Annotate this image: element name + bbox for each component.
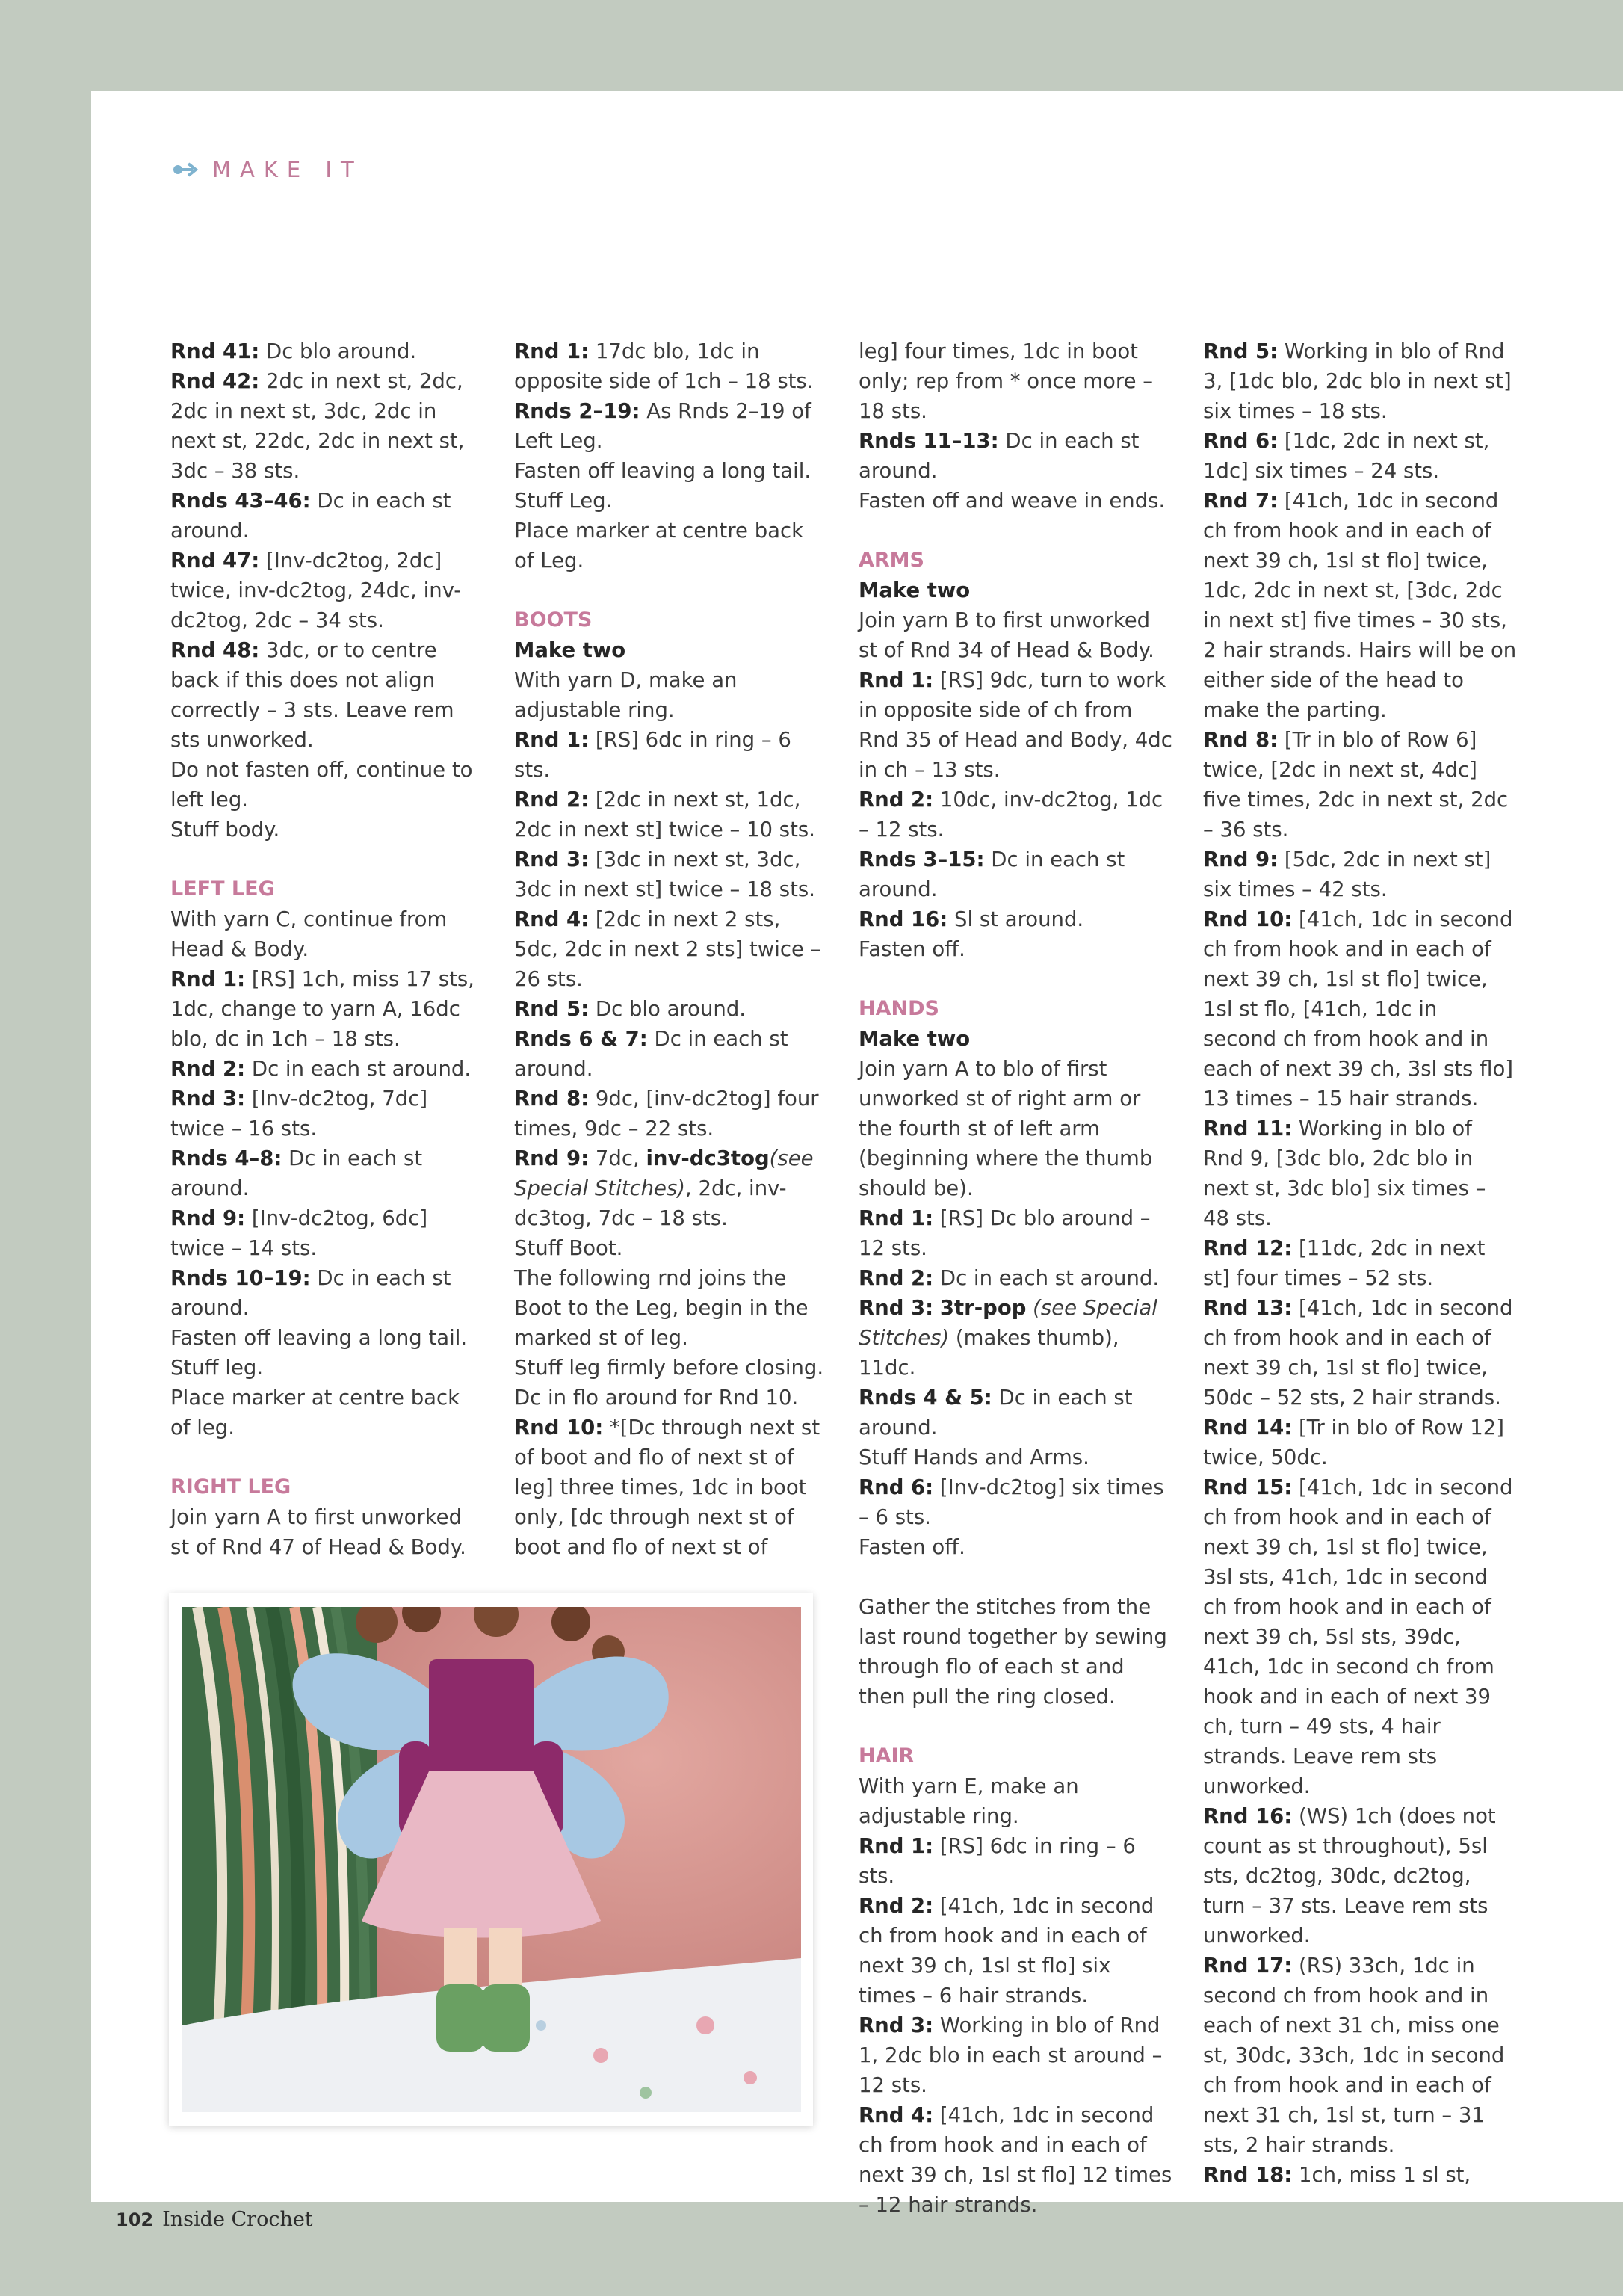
- instruction-text: [41ch, 1dc in second ch from hook and in each of next 39 ch, 1sl st flo] twice, 1sl st flo, [41ch, 1dc in second ch from hook and in each of next 39 ch, 3sl sts flo] 13 times – 15 hair strands.: [1203, 907, 1513, 1111]
- footer: [116, 2208, 313, 2231]
- instruction-text: [11dc, 2dc in next st] four times – 52 sts.: [1203, 1236, 1486, 1290]
- pattern-line: [1203, 426, 1517, 486]
- instruction-text: *[Dc through next st of boot and flo of next st of leg] three times, 1dc in boot only, [dc through next st of boot and flo of next st of: [514, 1416, 820, 1559]
- pattern-line: [170, 1502, 484, 1562]
- instruction-text: Stuff body.: [170, 818, 280, 842]
- pattern-line: [170, 1203, 484, 1263]
- pattern-line: [859, 1293, 1172, 1383]
- section-heading: HAIR: [859, 1744, 915, 1768]
- pattern-line: [859, 665, 1172, 785]
- round-label: Rnd 1:: [859, 1834, 934, 1858]
- pattern-line: [859, 1054, 1172, 1203]
- instruction-text: Working in blo of Rnd 3, [1dc blo, 2dc blo in next st] six times – 18 sts.: [1203, 339, 1512, 423]
- instruction-text: [RS] 6dc in ring – 6 sts.: [859, 1834, 1136, 1888]
- spacer: [170, 845, 484, 874]
- instruction-text: The following rnd joins the Boot to the Leg, begin in the marked st of leg.: [514, 1266, 809, 1350]
- pattern-line: [859, 2010, 1172, 2100]
- instruction-text: [933, 1296, 940, 1320]
- text-column-4: [1203, 336, 1517, 2190]
- instruction-text: With yarn D, make an adjustable ring.: [514, 668, 738, 722]
- instruction-text: Dc in each st around.: [933, 1266, 1160, 1290]
- instruction-text: Dc in each st around.: [859, 429, 1140, 483]
- round-label: Rnds 2–19:: [514, 399, 640, 423]
- note-text: (see Special Stitches): [859, 1296, 1157, 1350]
- pattern-line: [859, 785, 1172, 845]
- instruction-text: Fasten off.: [859, 1535, 965, 1559]
- pattern-line: [859, 1532, 1172, 1562]
- round-label: Rnd 7:: [1203, 489, 1279, 513]
- round-label: Rnd 1:: [170, 967, 246, 991]
- round-label: Rnd 48:: [170, 638, 260, 662]
- pattern-line: [859, 904, 1172, 934]
- instruction-text: [3dc in next st, 3dc, 3dc in next st] twice – 18 sts.: [514, 848, 815, 901]
- round-label: Rnd 3:: [859, 1296, 934, 1320]
- instruction-text: [41ch, 1dc in second ch from hook and in each of next 39 ch, 1sl st flo] twice, 50dc – 52 sts, 2 hair strands.: [1203, 1296, 1513, 1410]
- instruction-text: 2dc in next st, 2dc, 2dc in next st, 3dc, 2dc in next st, 22dc, 2dc in next st, 3dc – 38 sts.: [170, 369, 465, 483]
- round-label: Rnd 6:: [859, 1475, 934, 1499]
- pattern-line: [514, 904, 828, 994]
- round-label: Rnd 18:: [1203, 2163, 1293, 2187]
- round-label: Rnd 4:: [514, 907, 590, 931]
- instruction-text: Working in blo of Rnd 9, [3dc blo, 2dc blo in next st, 3dc blo] six times – 48 sts.: [1203, 1117, 1486, 1230]
- spacer: [170, 1442, 484, 1472]
- pattern-line: [1203, 1233, 1517, 1293]
- round-label: Rnd 4:: [859, 2103, 934, 2127]
- instruction-text: [RS] 6dc in ring – 6 sts.: [514, 728, 791, 782]
- pattern-line: [859, 1203, 1172, 1263]
- section-heading: HANDS: [859, 997, 939, 1020]
- pattern-line: [859, 1891, 1172, 2010]
- magazine-title: Inside Crochet: [162, 2208, 313, 2231]
- instruction-text: , 2dc, inv-dc3tog, 7dc – 18 sts.: [514, 1176, 787, 1230]
- round-label: Rnd 3:: [170, 1087, 246, 1111]
- instruction-text: 3dc, or to centre back if this does not align correctly – 3 sts. Leave rem sts unworked.: [170, 638, 454, 752]
- pattern-line: [1203, 1472, 1517, 1801]
- round-label: Rnd 1:: [859, 668, 934, 692]
- instruction-text: leg] four times, 1dc in boot only; rep from * once more – 18 sts.: [859, 339, 1153, 423]
- round-label: Rnds 11–13:: [859, 429, 999, 453]
- text-column-2: [514, 336, 828, 1562]
- round-label: Rnd 2:: [514, 788, 590, 812]
- round-label: Rnd 14:: [1203, 1416, 1293, 1439]
- pattern-line: [1203, 1293, 1517, 1413]
- section-heading: ARMS: [859, 549, 925, 572]
- instruction-text: Dc in each st around.: [245, 1057, 472, 1081]
- pattern-line: [859, 336, 1172, 426]
- pattern-line: [1203, 1951, 1517, 2160]
- section-heading: RIGHT LEG: [170, 1475, 291, 1499]
- instruction-text: [Inv-dc2tog, 6dc] twice – 14 sts.: [170, 1206, 428, 1260]
- round-label: Rnds 10–19:: [170, 1266, 311, 1290]
- pattern-line: [514, 1413, 828, 1562]
- instruction-text: Gather the stitches from the last round together by sewing through flo of each st and then pull the ring closed.: [859, 1595, 1167, 1709]
- pattern-line: [514, 665, 828, 725]
- pattern-line: [170, 755, 484, 815]
- round-label: Rnd 16:: [859, 907, 948, 931]
- round-label: Rnds 43–46:: [170, 489, 311, 513]
- pattern-line: [514, 635, 828, 665]
- instruction-text: [41ch, 1dc in second ch from hook and in each of next 39 ch, 1sl st flo] twice, 3sl sts, 41ch, 1dc in second ch from hook and in each of next 39 ch, 5sl sts, 39dc, 41ch, 1dc in second ch from hook and in each of next 39 ch, turn – 49 sts, 4 hair strands. Leave rem sts unworked.: [1203, 1475, 1513, 1798]
- instruction-text: Fasten off.: [859, 937, 965, 961]
- section-heading: BOOTS: [514, 608, 593, 632]
- instruction-text: Dc in each st around.: [859, 848, 1125, 901]
- instruction-text: [RS] 1ch, miss 17 sts, 1dc, change to yarn A, 16dc blo, dc in 1ch – 18 sts.: [170, 967, 474, 1051]
- pattern-line: [514, 785, 828, 845]
- photo-frame: [169, 1593, 813, 2126]
- round-label: 3tr-pop: [939, 1296, 1027, 1320]
- round-label: Rnd 11:: [1203, 1117, 1293, 1141]
- instruction-text: Stuff Leg.: [514, 489, 613, 513]
- text-column-3: [859, 336, 1172, 2220]
- round-label: Rnd 1:: [859, 1206, 934, 1230]
- instruction-text: Do not fasten off, continue to left leg.: [170, 758, 473, 812]
- round-label: Rnd 9:: [514, 1147, 590, 1170]
- pattern-line: [1203, 336, 1517, 426]
- round-label: Make two: [859, 578, 971, 602]
- spacer: [859, 1712, 1172, 1741]
- pattern-line: [1203, 845, 1517, 904]
- round-label: Rnds 4–8:: [170, 1147, 282, 1170]
- instruction-text: [Tr in blo of Row 6] twice, [2dc in next st, 4dc] five times, 2dc in next st, 2dc – 36 sts.: [1203, 728, 1509, 842]
- instruction-text: [1dc, 2dc in next st, 1dc] six times – 24 sts.: [1203, 429, 1490, 483]
- instruction-text: [RS] 9dc, turn to work in opposite side of ch from Rnd 35 of Head and Body, 4dc in ch – 13 sts.: [859, 668, 1172, 782]
- instruction-text: Fasten off leaving a long tail.: [514, 459, 812, 483]
- round-label: Rnds 4 & 5:: [859, 1386, 992, 1410]
- pattern-line: [170, 635, 484, 755]
- pattern-line: [514, 1263, 828, 1353]
- spacer: [859, 964, 1172, 994]
- instruction-text: Dc blo around.: [259, 339, 417, 363]
- pattern-line: [514, 396, 828, 456]
- pattern-line: [514, 516, 828, 575]
- instruction-text: Dc in each st around.: [170, 489, 451, 543]
- round-label: Rnd 3:: [859, 2013, 934, 2037]
- round-label: Make two: [859, 1027, 971, 1051]
- instruction-text: Place marker at centre back of Leg.: [514, 519, 804, 573]
- round-label: Rnd 42:: [170, 369, 260, 393]
- pattern-line: [170, 1323, 484, 1353]
- pattern-line: [170, 366, 484, 486]
- round-label: Rnd 8:: [514, 1087, 590, 1111]
- instruction-text: [Tr in blo of Row 12] twice, 50dc.: [1203, 1416, 1504, 1469]
- round-label: Rnd 17:: [1203, 1954, 1293, 1978]
- instruction-text: Dc in each st around.: [859, 1386, 1133, 1439]
- round-label: Rnd 16:: [1203, 1804, 1293, 1828]
- pattern-line: [514, 1084, 828, 1144]
- pattern-line: [170, 964, 484, 1054]
- round-label: Rnd 2:: [170, 1057, 246, 1081]
- instruction-text: [5dc, 2dc in next st] six times – 42 sts.: [1203, 848, 1491, 901]
- pattern-line: [514, 725, 828, 785]
- instruction-text: With yarn E, make an adjustable ring.: [859, 1774, 1079, 1828]
- round-label: Rnd 2:: [859, 1266, 934, 1290]
- pattern-line: [170, 815, 484, 845]
- instruction-text: [2dc in next st, 1dc, 2dc in next st] twice – 10 sts.: [514, 788, 815, 842]
- instruction-text: (WS) 1ch (does not count as st throughout), 5sl sts, dc2tog, 30dc, dc2tog, turn – 37 sts. Leave rem sts unworked.: [1203, 1804, 1496, 1948]
- instruction-text: 1ch, miss 1 sl st,: [1292, 2163, 1471, 2187]
- instruction-text: Join yarn A to first unworked st of Rnd 47 of Head & Body.: [170, 1505, 466, 1559]
- page: [91, 91, 1623, 2217]
- round-label: Rnd 8:: [1203, 728, 1279, 752]
- page-number: 102: [116, 2209, 154, 2230]
- pattern-line: [170, 1353, 484, 1383]
- pattern-line: [1203, 486, 1517, 725]
- pattern-line: [170, 1084, 484, 1144]
- pattern-line: [170, 904, 484, 964]
- instruction-text: (RS) 33ch, 1dc in second ch from hook and in each of next 31 ch, miss one st, 30dc, 33ch, 1dc in second ch from hook and in each of next 31 ch, 1sl st, turn – 31 sts, 2 hair strands.: [1203, 1954, 1505, 2157]
- pattern-line: [1203, 1801, 1517, 1951]
- pattern-line: [859, 1024, 1172, 1054]
- instruction-text: Join yarn A to blo of first unworked st of right arm or the fourth st of left arm (beginning where the thumb should be).: [859, 1057, 1153, 1200]
- pattern-line: [170, 336, 484, 366]
- instruction-text: As Rnds 2–19 of Left Leg.: [514, 399, 812, 453]
- round-label: Rnd 5:: [514, 997, 590, 1021]
- pattern-line: [514, 1024, 828, 1084]
- instruction-text: 7dc,: [589, 1147, 646, 1170]
- pattern-line: [859, 575, 1172, 605]
- instruction-text: [RS] Dc blo around – 12 sts.: [859, 1206, 1151, 1260]
- pattern-line: [1203, 904, 1517, 1114]
- instruction-text: Stuff Boot.: [514, 1236, 623, 1260]
- instruction-text: 10dc, inv-dc2tog, 1dc – 12 sts.: [859, 788, 1163, 842]
- instruction-text: With yarn C, continue from Head & Body.: [170, 907, 448, 961]
- pattern-line: [859, 1831, 1172, 1891]
- pattern-line: [859, 1472, 1172, 1532]
- round-label: Rnd 1:: [514, 728, 590, 752]
- pattern-line: [1203, 1413, 1517, 1472]
- pattern-line: [170, 1383, 484, 1442]
- instruction-text: [2dc in next 2 sts, 5dc, 2dc in next 2 sts] twice – 26 sts.: [514, 907, 821, 991]
- pattern-line: [859, 1771, 1172, 1831]
- round-label: Rnd 9:: [1203, 848, 1279, 871]
- instruction-text: [Inv-dc2tog, 2dc] twice, inv-dc2tog, 24dc, inv-dc2tog, 2dc – 34 sts.: [170, 549, 462, 632]
- round-label: Rnd 1:: [514, 339, 590, 363]
- pattern-line: [170, 546, 484, 635]
- pattern-line: [170, 1054, 484, 1084]
- round-label: Rnd 12:: [1203, 1236, 1293, 1260]
- instruction-text: Sl st around.: [947, 907, 1084, 931]
- instruction-text: Dc in each st around.: [170, 1266, 451, 1320]
- pattern-line: [859, 934, 1172, 964]
- instruction-text: [41ch, 1dc in second ch from hook and in each of next 39 ch, 1sl st flo] 12 times – 12 hair strands.: [859, 2103, 1172, 2217]
- pattern-line: [859, 1263, 1172, 1293]
- instruction-text: [41ch, 1dc in second ch from hook and in each of next 39 ch, 1sl st flo] twice, 1dc, 2dc in next st, [3dc, 2dc in next st] five times – 30 sts, 2 hair strands. Hairs will be on either side of the head to make the parting.: [1203, 489, 1517, 722]
- pattern-line: [859, 1592, 1172, 1712]
- instruction-text: [Inv-dc2tog] six times – 6 sts.: [859, 1475, 1164, 1529]
- pattern-line: [1203, 2160, 1517, 2190]
- round-label: Rnd 15:: [1203, 1475, 1293, 1499]
- doll-photo: [182, 1607, 801, 2112]
- pattern-line: [514, 486, 828, 516]
- instruction-text: Dc in each st around.: [170, 1147, 423, 1200]
- pattern-line: [514, 1353, 828, 1413]
- arrow-icon: [172, 161, 200, 178]
- round-label: Rnd 2:: [859, 1894, 934, 1918]
- instruction-text: Stuff Hands and Arms.: [859, 1445, 1089, 1469]
- round-label: Rnd 10:: [514, 1416, 604, 1439]
- round-label: Rnd 6:: [1203, 429, 1279, 453]
- instruction-text: Fasten off and weave in ends.: [859, 489, 1166, 513]
- pattern-line: [859, 1383, 1172, 1442]
- pattern-line: [170, 486, 484, 546]
- pattern-line: [514, 456, 828, 486]
- round-label: Rnd 10:: [1203, 907, 1293, 931]
- instruction-text: Dc blo around.: [589, 997, 746, 1021]
- spacer: [859, 516, 1172, 546]
- pattern-line: [859, 1442, 1172, 1472]
- round-label: Rnds 3–15:: [859, 848, 985, 871]
- instruction-text: 9dc, [inv-dc2tog] four times, 9dc – 22 sts.: [514, 1087, 819, 1141]
- pattern-line: [170, 1144, 484, 1203]
- round-label: Rnd 5:: [1203, 339, 1279, 363]
- instruction-text: Join yarn B to first unworked st of Rnd 34 of Head & Body.: [859, 608, 1154, 662]
- pattern-line: [1203, 725, 1517, 845]
- spacer: [514, 575, 828, 605]
- instruction-text: Stuff leg.: [170, 1356, 264, 1380]
- instruction-text: (makes thumb), 11dc.: [859, 1326, 1119, 1380]
- pattern-line: [514, 336, 828, 396]
- instruction-text: [41ch, 1dc in second ch from hook and in each of next 39 ch, 1sl st flo] six times – 6 hair strands.: [859, 1894, 1154, 2008]
- pattern-line: [859, 605, 1172, 665]
- instruction-text: [Inv-dc2tog, 7dc] twice – 16 sts.: [170, 1087, 428, 1141]
- pattern-line: [514, 1233, 828, 1263]
- instruction-text: Stuff leg firmly before closing. Dc in flo around for Rnd 10.: [514, 1356, 824, 1410]
- pattern-line: [514, 1144, 828, 1233]
- instruction-text: Dc in each st around.: [514, 1027, 788, 1081]
- round-label: Make two: [514, 638, 626, 662]
- section-heading: LEFT LEG: [170, 877, 275, 901]
- instruction-text: Place marker at centre back of leg.: [170, 1386, 460, 1439]
- round-label: inv-dc3tog: [646, 1147, 770, 1170]
- section-tag: [172, 157, 363, 182]
- pattern-line: [1203, 1114, 1517, 1233]
- round-label: Rnd 2:: [859, 788, 934, 812]
- text-column-1: [170, 336, 484, 1562]
- pattern-line: [859, 845, 1172, 904]
- pattern-line: [859, 426, 1172, 486]
- pattern-line: [859, 2100, 1172, 2220]
- round-label: Rnd 13:: [1203, 1296, 1293, 1320]
- round-label: Rnd 3:: [514, 848, 590, 871]
- pattern-line: [859, 486, 1172, 516]
- section-label: MAKE IT: [212, 157, 363, 182]
- instruction-text: 17dc blo, 1dc in opposite side of 1ch – 18 sts.: [514, 339, 814, 393]
- pattern-line: [514, 845, 828, 904]
- instruction-text: Working in blo of Rnd 1, 2dc blo in each st around – 12 sts.: [859, 2013, 1163, 2097]
- round-label: Rnds 6 & 7:: [514, 1027, 648, 1051]
- round-label: Rnd 9:: [170, 1206, 246, 1230]
- pattern-line: [514, 994, 828, 1024]
- round-label: Rnd 41:: [170, 339, 260, 363]
- note-text: (see Special Stitches): [514, 1147, 814, 1200]
- pattern-line: [170, 1263, 484, 1323]
- instruction-text: Fasten off leaving a long tail.: [170, 1326, 468, 1350]
- round-label: Rnd 47:: [170, 549, 260, 573]
- spacer: [859, 1562, 1172, 1592]
